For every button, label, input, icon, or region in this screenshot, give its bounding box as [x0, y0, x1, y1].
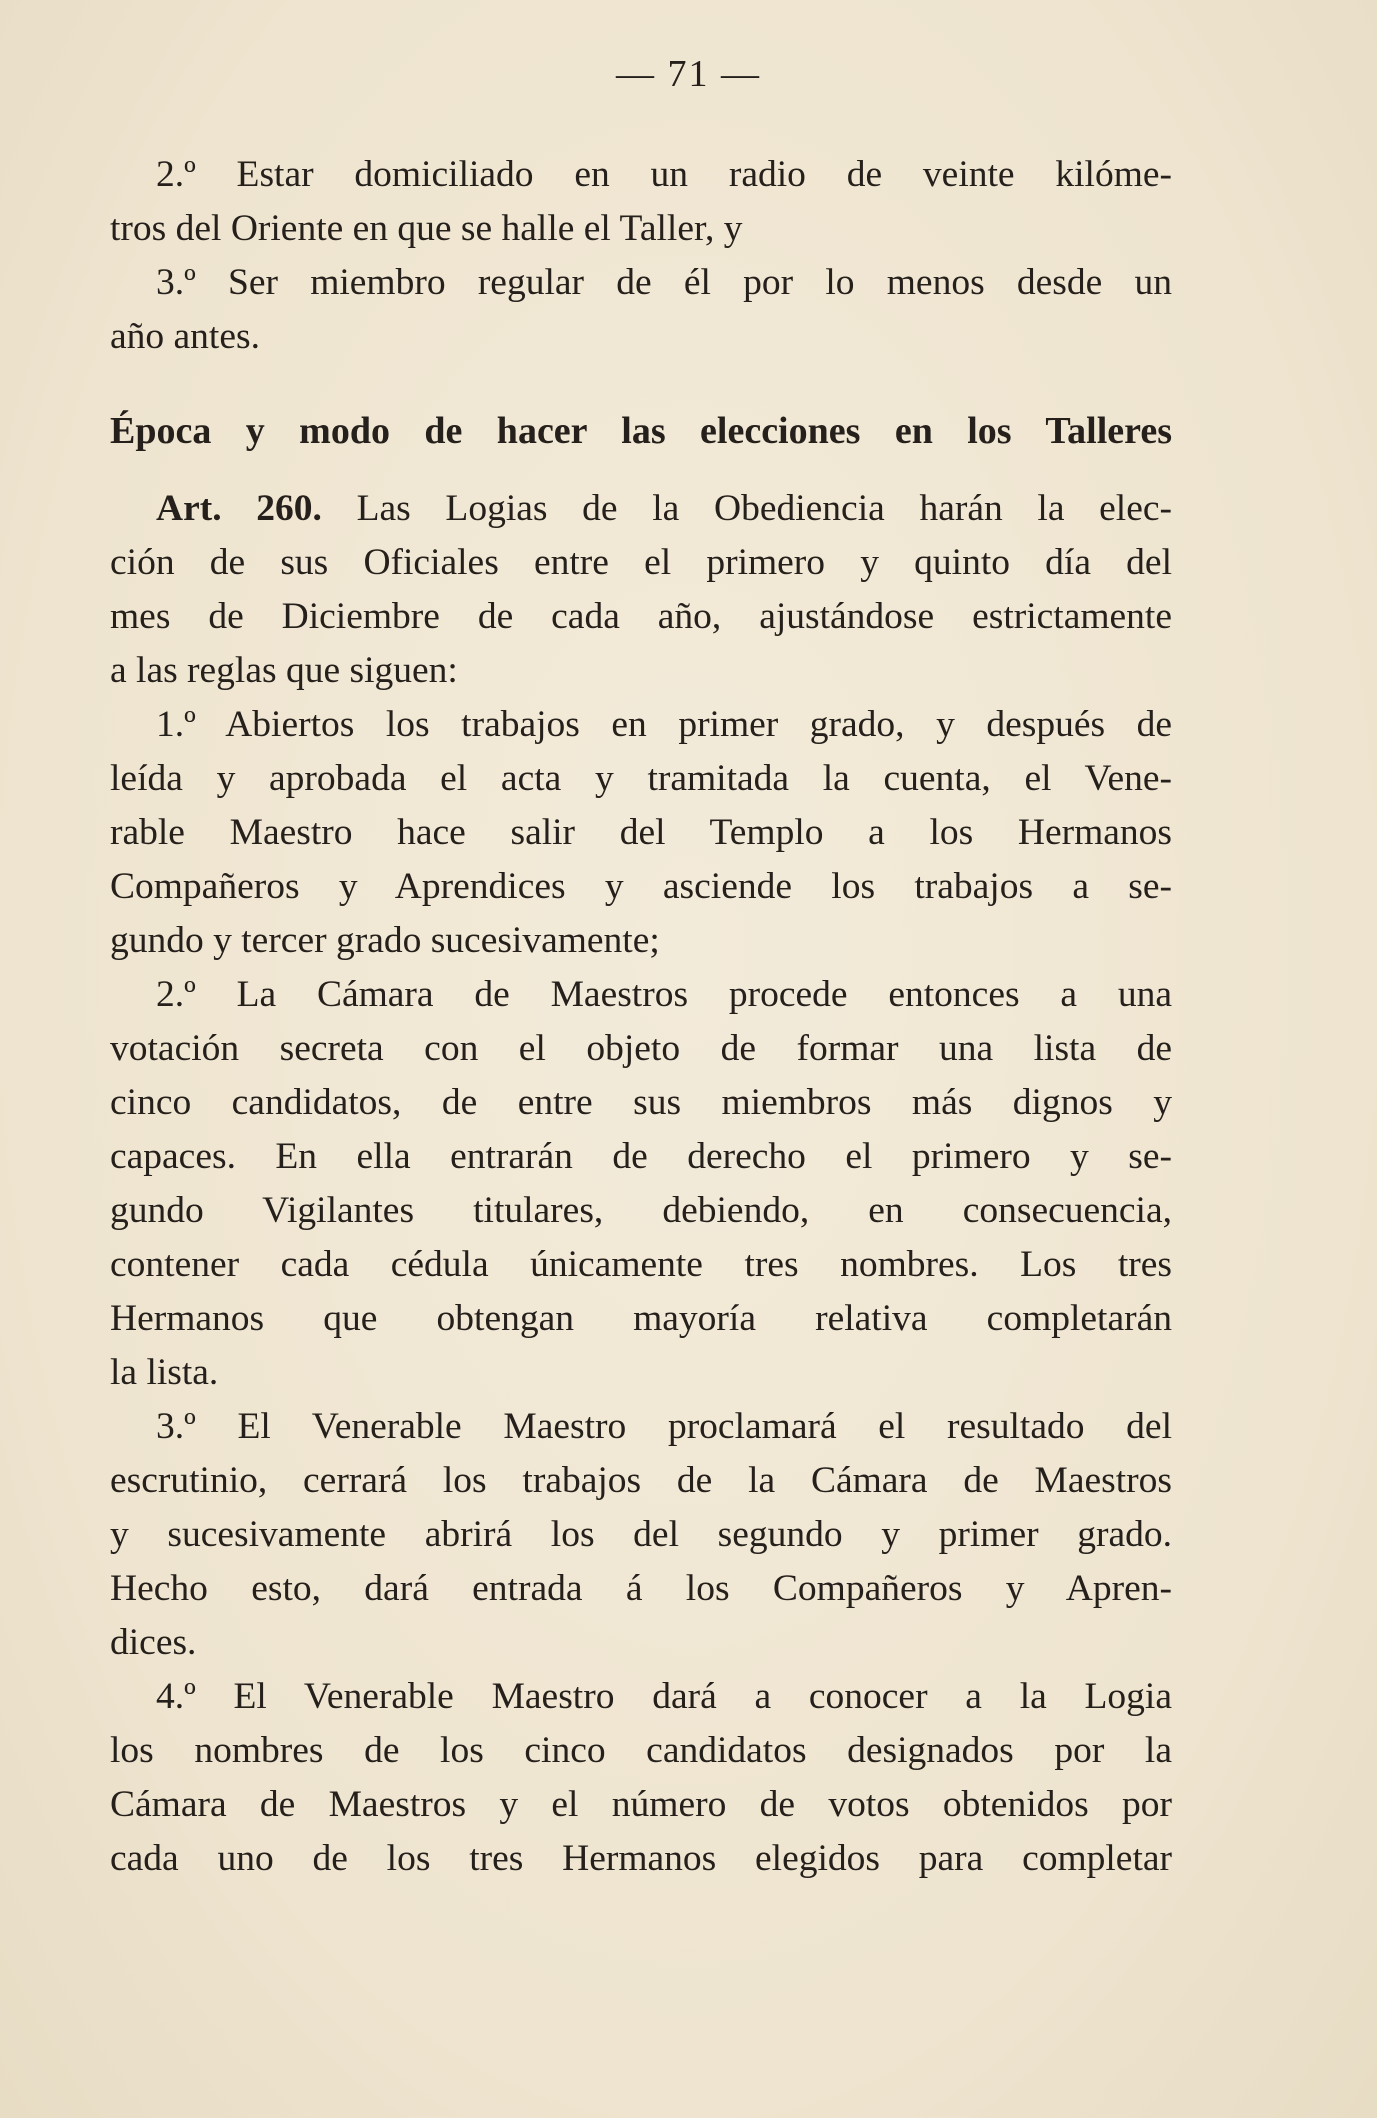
text-line: mes de Diciembre de cada año, ajustándose estrictamente [110, 596, 1172, 637]
text-line: la lista. [110, 1352, 219, 1393]
text-line: leída y aprobada el acta y tramitada la cuenta, el Vene- [110, 758, 1172, 799]
text-line: 3.º El Venerable Maestro proclamará el resultado del [156, 1406, 1172, 1447]
text-line: ción de sus Oficiales entre el primero y quinto día del [110, 542, 1172, 583]
text-line: dices. [110, 1622, 197, 1663]
text-line: capaces. En ella entrarán de derecho el primero y se- [110, 1136, 1172, 1177]
text-line: 1.º Abiertos los trabajos en primer grado, y después de [156, 704, 1172, 745]
article-first-line [110, 482, 1172, 536]
article-label: Art. 260. [156, 488, 322, 529]
text-line: a las reglas que siguen: [110, 650, 458, 691]
text-body [110, 148, 1172, 1886]
text-line: cada uno de los tres Hermanos elegidos para completar [110, 1838, 1172, 1879]
text-line: gundo Vigilantes titulares, debiendo, en consecuencia, [110, 1190, 1172, 1231]
text-line: tros del Oriente en que se halle el Taller, y [110, 208, 743, 249]
text-line: gundo y tercer grado sucesivamente; [110, 920, 660, 961]
text-line: y sucesivamente abrirá los del segundo y primer grado. [110, 1514, 1172, 1555]
text-line: cinco candidatos, de entre sus miembros más dignos y [110, 1082, 1172, 1123]
text-line: año antes. [110, 316, 260, 357]
page-number: — 71 — [616, 53, 761, 95]
text-line: 2.º La Cámara de Maestros procede entonces a una [156, 974, 1172, 1015]
text-line: Hermanos que obtengan mayoría relativa completarán [110, 1298, 1172, 1339]
text-line: los nombres de los cinco candidatos designados por la [110, 1730, 1172, 1771]
text-line: contener cada cédula únicamente tres nombres. Los tres [110, 1244, 1172, 1285]
article-first-line-text: Las Logias de la Obediencia harán la elec- [356, 488, 1172, 529]
text-line: 2.º Estar domiciliado en un radio de veinte kilóme- [156, 154, 1172, 195]
text-line: Hecho esto, dará entrada á los Compañeros y Apren- [110, 1568, 1172, 1609]
text-line: rable Maestro hace salir del Templo a los Hermanos [110, 812, 1172, 853]
section-heading: Época y modo de hacer las elecciones en los Talleres [110, 410, 1172, 452]
text-line: escrutinio, cerrará los trabajos de la Cámara de Maestros [110, 1460, 1172, 1501]
text-line: votación secreta con el objeto de formar una lista de [110, 1028, 1172, 1069]
text-line: 4.º El Venerable Maestro dará a conocer a la Logia [156, 1676, 1172, 1717]
text-line: 3.º Ser miembro regular de él por lo menos desde un [156, 262, 1172, 303]
text-line: Cámara de Maestros y el número de votos obtenidos por [110, 1784, 1172, 1825]
text-line: Compañeros y Aprendices y asciende los trabajos a se- [110, 866, 1172, 907]
